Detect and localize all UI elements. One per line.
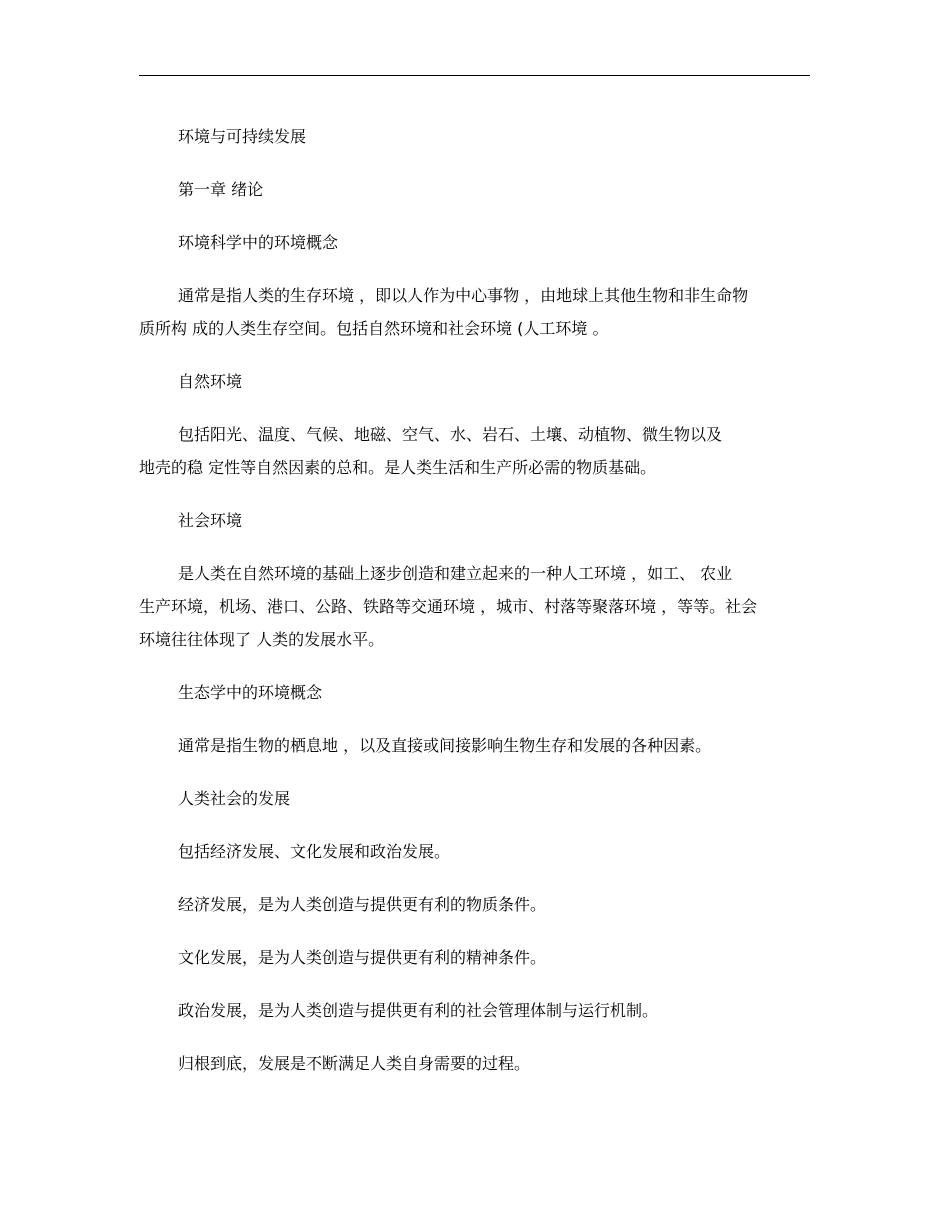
paragraph-political: 政治发展，是为人类创造与提供更有利的社会管理体制与运行机制。	[178, 1001, 659, 1020]
paragraph-line: 通常是指人类的生存环境 ，即以人作为中心事物 ，由地球上其他生物和非生命物	[178, 286, 749, 305]
document-title: 环境与可持续发展	[178, 127, 307, 146]
paragraph-ecology: 通常是指生物的栖息地 ，以及直接或间接影响生物生存和发展的各种因素。	[178, 736, 712, 755]
section-heading-ecology: 生态学中的环境概念	[178, 683, 323, 702]
paragraph-conclusion: 归根到底，发展是不断满足人类自身需要的过程。	[178, 1054, 531, 1073]
document-body	[139, 120, 810, 1080]
paragraph-economic: 经济发展，是为人类创造与提供更有利的物质条件。	[178, 895, 547, 914]
paragraph-line: 是人类在自然环境的基础上逐步创造和建立起来的一种人工环境 ，如工、 农业	[178, 564, 733, 583]
paragraph-cultural: 文化发展，是为人类创造与提供更有利的精神条件。	[178, 948, 547, 967]
section-heading-social: 社会环境	[178, 511, 243, 530]
header-rule	[139, 75, 810, 76]
chapter-heading: 第一章 绪论	[178, 180, 264, 199]
section-heading-env-science: 环境科学中的环境概念	[178, 233, 339, 252]
paragraph-line: 质所构 成的人类生存空间。包括自然环境和社会环境 (人工环境 。	[139, 319, 609, 338]
paragraph-dev-types: 包括经济发展、文化发展和政治发展。	[178, 842, 451, 861]
paragraph-line: 地壳的稳 定性等自然因素的总和。是人类生活和生产所必需的物质基础。	[139, 458, 657, 477]
paragraph-line: 包括阳光、温度、气候、地磁、空气、水、岩石、土壤、动植物、微生物以及	[178, 425, 723, 444]
paragraph-line: 环境往往体现了 人类的发展水平。	[139, 630, 385, 649]
section-heading-natural: 自然环境	[178, 372, 243, 391]
section-heading-human-dev: 人类社会的发展	[178, 789, 291, 808]
paragraph-line: 生产环境，机场、港口、公路、铁路等交通环境 ，城市、村落等聚落环境 ，等等。社会	[139, 597, 758, 616]
